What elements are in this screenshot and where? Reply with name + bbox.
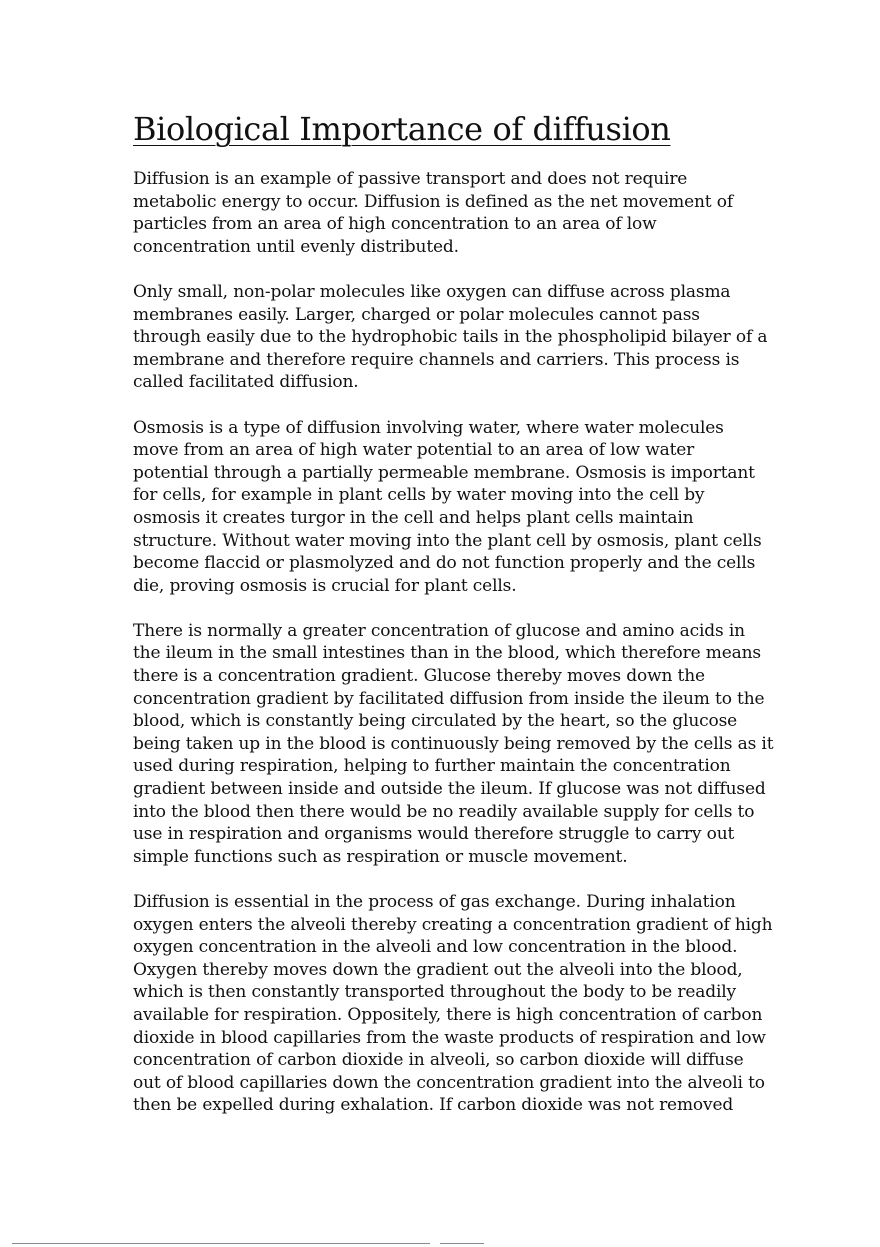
text-line: used during respiration, helping to further maintain the concentration bbox=[133, 756, 731, 777]
text-line: move from an area of high water potential to an area of low water bbox=[133, 440, 695, 461]
text-line: membranes easily. Larger, charged or polar molecules cannot pass bbox=[133, 304, 700, 325]
text-line: through easily due to the hydrophobic tails in the phospholipid bilayer of a bbox=[133, 327, 768, 348]
text-line: being taken up in the blood is continuously being removed by the cells as it bbox=[133, 733, 774, 754]
text-line: potential through a partially permeable membrane. Osmosis is important bbox=[133, 462, 755, 483]
text-line: out of blood capillaries down the concentration gradient into the alveoli to bbox=[133, 1072, 765, 1093]
paragraph-facilitated-diffusion bbox=[133, 281, 768, 394]
text-line: There is normally a greater concentration of glucose and amino acids in bbox=[133, 620, 745, 641]
text-line: use in respiration and organisms would therefore struggle to carry out bbox=[133, 824, 735, 845]
text-line: into the blood then there would be no readily available supply for cells to bbox=[133, 801, 755, 822]
text-line: concentration gradient by facilitated diffusion from inside the ileum to the bbox=[133, 688, 765, 709]
text-line: membrane and therefore require channels and carriers. This process is bbox=[133, 349, 740, 370]
text-line: called facilitated diffusion. bbox=[133, 372, 359, 393]
text-line: Oxygen thereby moves down the gradient out the alveoli into the blood, bbox=[133, 959, 743, 980]
text-line: the ileum in the small intestines than in the blood, which therefore means bbox=[133, 643, 761, 664]
text-line: which is then constantly transported throughout the body to be readily bbox=[133, 982, 736, 1003]
text-line: dioxide in blood capillaries from the waste products of respiration and low bbox=[133, 1027, 766, 1048]
text-line: blood, which is constantly being circulated by the heart, so the glucose bbox=[133, 711, 738, 732]
text-line: osmosis it creates turgor in the cell and helps plant cells maintain bbox=[133, 507, 694, 528]
text-line: there is a concentration gradient. Glucose thereby moves down the bbox=[133, 666, 705, 687]
paragraph-glucose-ileum bbox=[133, 620, 774, 869]
paragraph-gas-exchange bbox=[133, 891, 773, 1117]
text-line: metabolic energy to occur. Diffusion is defined as the net movement of bbox=[133, 191, 733, 212]
text-line: concentration until evenly distributed. bbox=[133, 236, 459, 257]
text-line: structure. Without water moving into the plant cell by osmosis, plant cells bbox=[133, 530, 762, 551]
text-line: for cells, for example in plant cells by water moving into the cell by bbox=[133, 485, 705, 506]
text-line: Osmosis is a type of diffusion involving water, where water molecules bbox=[133, 417, 724, 438]
text-line: Only small, non-polar molecules like oxygen can diffuse across plasma bbox=[133, 281, 731, 302]
page-title: Biological Importance of diffusion bbox=[133, 110, 671, 148]
text-line: available for respiration. Oppositely, there is high concentration of carbon bbox=[133, 1004, 763, 1025]
text-line: simple functions such as respiration or muscle movement. bbox=[133, 846, 628, 867]
paragraph-osmosis bbox=[133, 417, 762, 598]
text-line: oxygen concentration in the alveoli and low concentration in the blood. bbox=[133, 937, 738, 958]
text-line: then be expelled during exhalation. If carbon dioxide was not removed bbox=[133, 1095, 734, 1116]
text-line: Diffusion is essential in the process of gas exchange. During inhalation bbox=[133, 892, 736, 912]
paragraph-passive-transport bbox=[133, 168, 758, 258]
text-line: concentration of carbon dioxide in alveoli, so carbon dioxide will diffuse bbox=[133, 1050, 744, 1071]
page-bottom-rule bbox=[12, 1243, 484, 1244]
document-body bbox=[133, 168, 774, 1140]
text-line: become flaccid or plasmolyzed and do not function properly and the cells bbox=[133, 553, 756, 574]
text-line: Diffusion is an example of passive transport and does not require bbox=[133, 169, 688, 189]
text-line: gradient between inside and outside the ileum. If glucose was not diffused bbox=[133, 779, 766, 800]
text-line: oxygen enters the alveoli thereby creating a concentration gradient of high bbox=[133, 914, 773, 935]
text-line: die, proving osmosis is crucial for plant cells. bbox=[133, 575, 517, 596]
text-line: particles from an area of high concentration to an area of low bbox=[133, 214, 657, 235]
page-bottom-rule-gap bbox=[430, 1243, 440, 1244]
